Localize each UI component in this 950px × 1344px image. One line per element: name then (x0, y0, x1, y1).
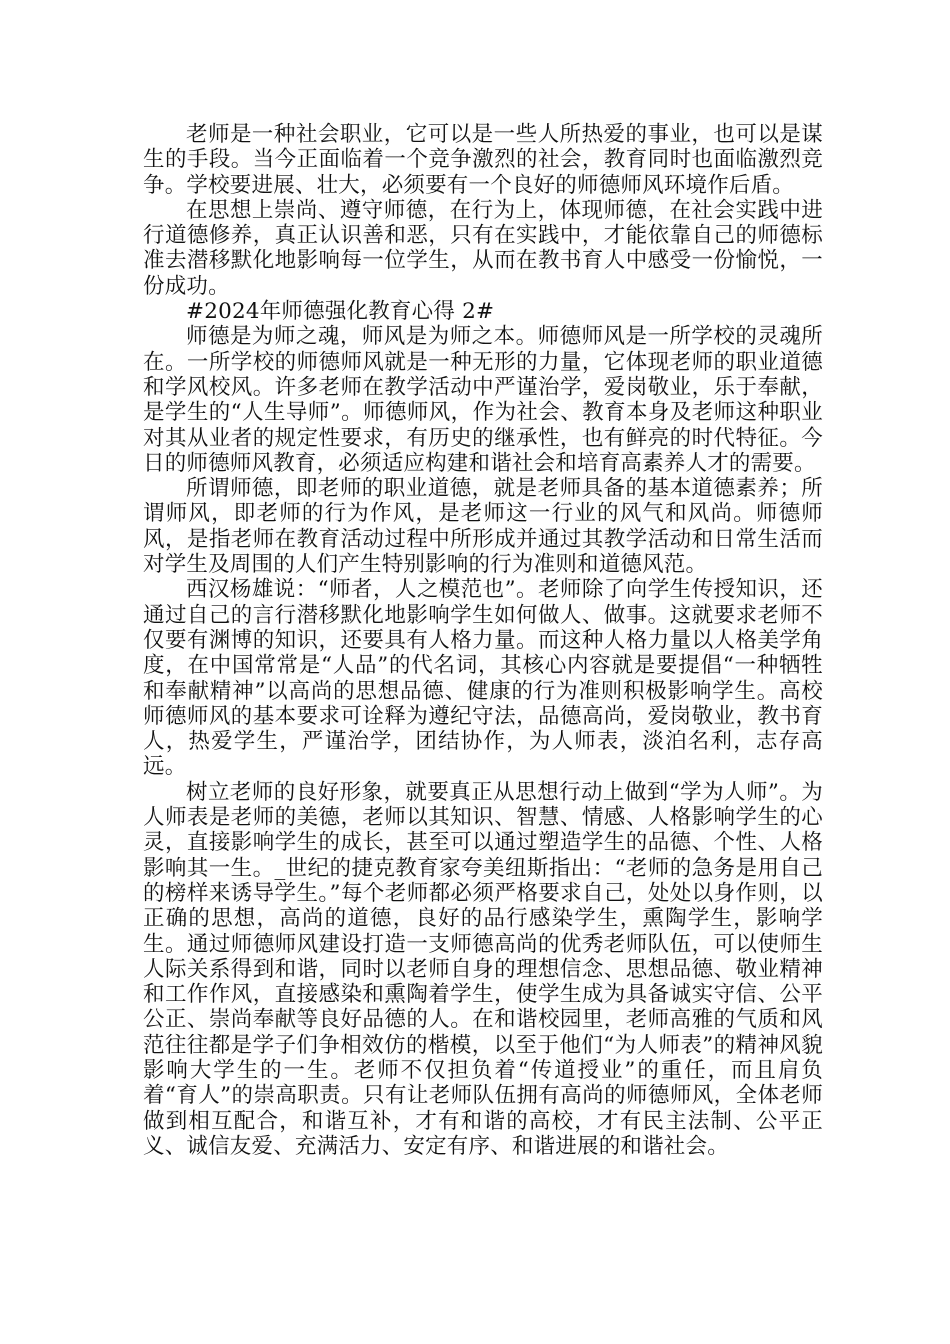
paragraph-6: 树立老师的良好形象，就要真正从思想行动上做到“学为人师”。为人师表是老师的美德，老师以其知识、智慧、情感、人格影响学生的心灵，直接影响学生的成长，甚至可以通过塑造学生的品德、个性、人格影响其一生。_世纪的捷克教育家夸美纽斯指出：“老师的急务是用自己的榜样来诱导学生。”每个老师都必须严格要求自己，处处以身作则，以正确的思想，高尚的道德，良好的品行感染学生，熏陶学生，影响学生。通过师德师风建设打造一支师德高尚的优秀老师队伍，可以使师生人际关系得到和谐，同时以老师自身的理想信念、思想品德、敬业精神和工作作风，直接感染和熏陶着学生，使学生成为具备诚实守信、公平公正、崇尚奉献等良好品德的人。在和谐校园里，老师高雅的气质和风范往往都是学子们争相效仿的楷模，以至于他们“为人师表”的精神风貌影响大学生的一生。老师不仅担负着“传道授业”的重任，而且肩负着“育人”的崇高职责。只有让老师队伍拥有高尚的师德师风，全体老师做到相互配合，和谐互补，才有和谐的高校，才有民主法制、公平正义、诚信友爱、充满活力、安定有序、和谐进展的和谐社会。 (143, 779, 823, 1159)
paragraph-3: 师德是为师之魂，师风是为师之本。师德师风是一所学校的灵魂所在。一所学校的师德师风就是一种无形的力量，它体现老师的职业道德和学风校风。许多老师在教学活动中严谨治学，爱岗敬业，乐于奉献，是学生的“人生导师”。师德师风，作为社会、教育本身及老师这种职业对其从业者的规定性要求，有历史的继承性，也有鲜亮的时代特征。今日的师德师风教育，必须适应构建和谐社会和培育高素养人才的需要。 (143, 324, 823, 476)
paragraph-1: 老师是一种社会职业，它可以是一些人所热爱的事业，也可以是谋生的手段。当今正面临着一个竞争激烈的社会，教育同时也面临激烈竞争。学校要进展、壮大，必须要有一个良好的师德师风环境作后盾。 (143, 122, 823, 198)
paragraph-2: 在思想上崇尚、遵守师德，在行为上，体现师德，在社会实践中进行道德修养，真正认识善和恶，只有在实践中，才能依靠自己的师德标准去潜移默化地影响每一位学生，从而在教书育人中感受一份愉悦，一份成功。 (143, 197, 823, 299)
document-body (143, 122, 823, 1159)
section-heading: #2024年师德强化教育心得 2# (186, 299, 495, 325)
paragraph-5: 西汉杨雄说：“师者，人之模范也”。老师除了向学生传授知识，还通过自己的言行潜移默化地影响学生如何做人、做事。这就要求老师不仅要有渊博的知识，还要具有人格力量。而这种人格力量以人格美学角度，在中国常常是“人品”的代名词，其核心内容就是要提倡“一种牺牲和奉献精神”以高尚的思想品德、健康的行为准则积极影响学生。高校师德师风的基本要求可诠释为遵纪守法，品德高尚，爱岗敬业，教书育人，热爱学生，严谨治学，团结协作，为人师表，淡泊名利，志存高远。 (143, 577, 823, 780)
paragraph-4: 所谓师德，即老师的职业道德，就是老师具备的基本道德素养；所谓师风，即老师的行为作风，是老师这一行业的风气和风尚。师德师风，是指老师在教育活动过程中所形成并通过其教学活动和日常生活而对学生及周围的人们产生特别影响的行为准则和道德风范。 (143, 476, 823, 578)
